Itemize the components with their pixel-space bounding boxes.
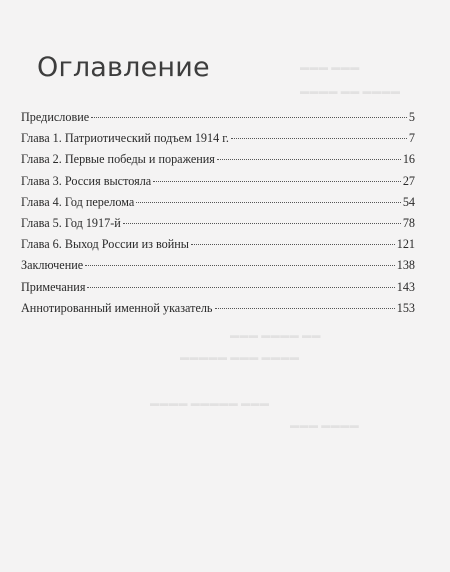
dot-leader: [153, 181, 401, 182]
toc-entry-title: Аннотированный именной указатель: [21, 300, 213, 315]
dot-leader: [231, 138, 407, 139]
toc-entry: [21, 131, 415, 152]
page-title: Оглавление: [37, 52, 210, 83]
dot-leader: [91, 117, 407, 118]
dot-leader: [191, 244, 395, 245]
dot-leader: [123, 223, 401, 224]
toc-entry: [21, 258, 415, 279]
toc-entry-title: Заключение: [21, 258, 84, 273]
toc-entry: [21, 280, 415, 301]
toc-entry-page: 78: [402, 215, 415, 230]
toc-entry-page: 143: [396, 279, 415, 294]
toc-entry-title: Глава 5. Год 1917-й: [21, 215, 121, 230]
dot-leader: [136, 202, 401, 203]
toc-entry-page: 16: [402, 152, 415, 167]
toc-entry-title: Глава 4. Год перелома: [21, 194, 135, 209]
show-through-mark: ▬▬▬▬▬ ▬▬▬ ▬▬▬▬: [180, 352, 300, 362]
toc-entry-page: 7: [408, 131, 415, 146]
toc-entry-title: Глава 1. Патриотический подъем 1914 г.: [21, 131, 229, 146]
toc-entry-page: 138: [396, 258, 415, 273]
show-through-mark: ▬▬▬▬ ▬▬ ▬▬▬▬: [300, 86, 401, 96]
toc-entry: [21, 174, 415, 195]
table-of-contents: [21, 110, 415, 322]
dot-leader: [217, 159, 401, 160]
toc-entry-page: 5: [408, 110, 415, 124]
toc-entry-title: Предисловие: [21, 110, 90, 124]
dot-leader: [85, 265, 395, 266]
toc-entry-page: 27: [402, 173, 415, 188]
show-through-mark: ▬▬▬ ▬▬▬▬ ▬▬: [230, 330, 321, 340]
toc-entry-page: 54: [402, 194, 415, 209]
toc-entry-title: Глава 2. Первые победы и поражения: [21, 152, 215, 167]
show-through-mark: ▬▬▬ ▬▬▬▬: [290, 420, 360, 430]
toc-entry: [21, 195, 415, 216]
toc-entry-page: 153: [396, 300, 415, 315]
show-through-mark: ▬▬▬▬ ▬▬▬▬▬ ▬▬▬: [150, 398, 270, 408]
show-through-mark: ▬▬▬ ▬▬▬: [300, 62, 360, 72]
toc-entry: [21, 152, 415, 173]
toc-entry-title: Глава 6. Выход России из войны: [21, 237, 189, 252]
toc-entry: [21, 301, 415, 322]
toc-entry-title: Глава 3. Россия выстояла: [21, 173, 152, 188]
toc-entry: [21, 110, 415, 131]
toc-entry-page: 121: [396, 237, 415, 252]
toc-entry: [21, 216, 415, 237]
dot-leader: [215, 308, 395, 309]
toc-entry-title: Примечания: [21, 279, 86, 294]
toc-entry: [21, 237, 415, 258]
dot-leader: [87, 287, 394, 288]
